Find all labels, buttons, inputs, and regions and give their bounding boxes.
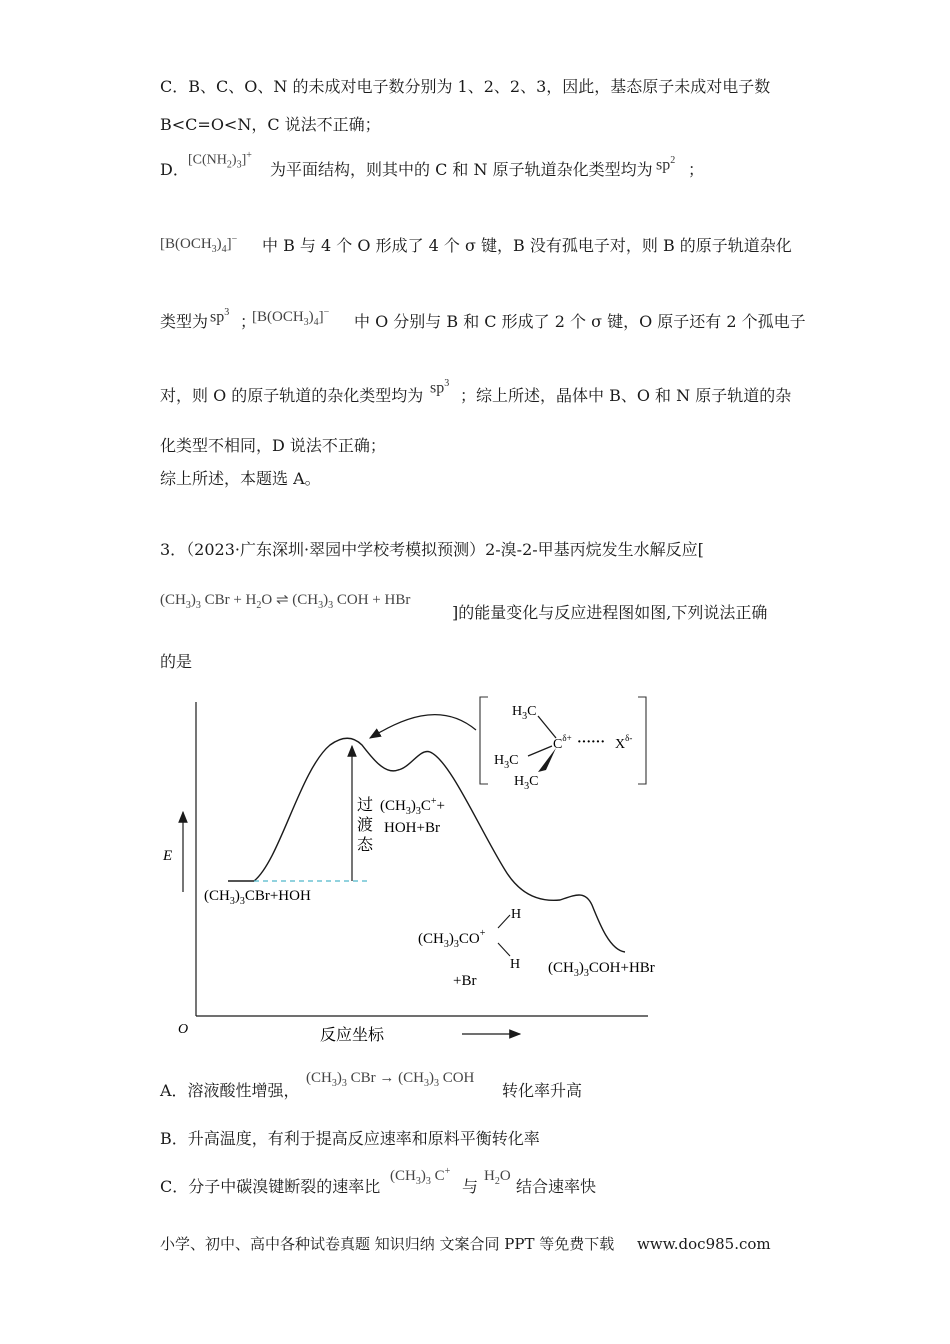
formula-cnh3-ion: $[C(NH_2)_3]^+$ [188,150,252,171]
option-c-text-line1: C．B、C、O、N 的未成对电子数分别为 1、2、2、3，因此，基态原子未成对电子数 [160,77,771,96]
footer-url[interactable]: www.doc985.com [637,1235,771,1253]
formula-boch3-ion-2: $[B(OCH_3)_4]^-$ [252,307,330,328]
ts-methyl-bottom: $H_3C$ [514,774,539,792]
option-d-label: D． [160,160,189,179]
ts-methyl-left: $H_3C$ [494,753,519,771]
conclusion-text: 综上所述，本题选 A。 [160,469,321,488]
question-3-line2: ]的能量变化与反应进程图如图,下列说法正确 [452,603,768,622]
question-3-line3: 的是 [160,652,193,671]
formula-water: $H_2O$ [484,1168,511,1187]
product-label: $(CH_3)_3COH+HBr$ [548,960,655,979]
ts-pointer-arrow [370,715,476,738]
option-d-text-1-end: ； [688,160,705,179]
ts-label-2: 渡 [357,817,374,834]
option-b-text: B．升高温度，有利于提高反应速率和原料平衡转化率 [160,1129,540,1148]
ts-bond-left [528,746,552,756]
option-c-end: 结合速率快 [516,1177,597,1196]
option-d-text-3c: 中 O 分别与 B 和 C 形成了 2 个 σ 键，O 原子还有 2 个孤电子 [354,312,806,331]
ts-leaving-group: $X^{\delta-}$ [615,733,633,752]
ts-dotted-bond: ······ [577,735,606,750]
option-c-mid: 与 [462,1177,479,1196]
option-c-text-line2: B<C=O<N，C 说法不正确； [160,115,381,134]
formula-boch3-ion-1: $[B(OCH_3)_4]^-$ [160,234,238,255]
intermediate-2-h-top: H [511,907,522,922]
y-axis-label: E [163,848,173,864]
intermediate-2-br: +Br [453,973,477,989]
formula-sp3-1: $sp^3$ [210,307,230,326]
reactant-label: $(CH_3)_3CBr+HOH$ [204,888,311,907]
formula-option-a: $(CH_3)_3$ CBr → $(CH_3)_3$ COH [306,1070,475,1089]
option-a-text: A．溶液酸性增强， [160,1081,300,1100]
option-d-text-3a: 类型为 [160,312,209,331]
question-3-line1: 3．（2023·广东深圳·翠园中学校考模拟预测）2-溴-2-甲基丙烷发生水解反应[ [160,540,704,559]
intermediate-2-bond-h-top [498,915,510,928]
footer-text [160,1233,771,1254]
formula-sp3-2: $sp^3$ [430,378,450,397]
ts-left-bracket [480,697,488,784]
energy-curve [228,738,625,952]
origin-label: O [178,1022,189,1037]
ts-label-3: 态 [357,837,374,854]
intermediate-2-h-bottom: H [510,957,521,972]
ts-methyl-top: $H_3C$ [512,704,537,722]
intermediate-1-line2: HOH+Br [384,820,440,836]
reaction-equation: $(CH_3)_3$ CBr + $H_2O$ ⇌ $(CH_3)_3$ COH + HBr [160,592,411,611]
intermediate-2-bond-h-bottom [498,943,510,956]
option-c-label: C．分子中碳溴键断裂的速率比 [160,1177,381,1196]
option-d-text-3b: ； [240,312,257,331]
formula-sp2: $sp^2$ [656,155,676,174]
footer-left: 小学、初中、高中各种试卷真题 知识归纳 文案合同 PPT 等免费下载 [160,1235,615,1253]
intermediate-1-line1: $(CH_3)_3C^++$ [380,796,445,817]
option-d-text-4b: ；综上所述，晶体中 B、O 和 N 原子轨道的杂 [460,386,792,405]
ts-right-bracket [638,697,646,784]
ts-bond-top [538,716,556,738]
ts-central-carbon: $C^{\delta+}$ [553,733,572,752]
formula-carbocation: $(CH_3)_3$ C+ [390,1166,451,1187]
x-axis-label: 反应坐标 [320,1027,385,1044]
ts-label-1: 过 [357,797,374,814]
option-d-text-2: 中 B 与 4 个 O 形成了 4 个 σ 键，B 没有孤电子对，则 B 的原子轨道杂化 [262,236,792,255]
option-a-end: 转化率升高 [502,1081,583,1100]
option-d-text-4a: 对，则 O 的原子轨道的杂化类型均为 [160,386,424,405]
option-d-text-1: 为平面结构，则其中的 C 和 N 原子轨道杂化类型均为 [270,160,653,179]
intermediate-2-label: $(CH_3)_3CO^+$ [418,928,486,950]
option-d-text-5: 化类型不相同，D 说法不正确； [160,436,386,455]
